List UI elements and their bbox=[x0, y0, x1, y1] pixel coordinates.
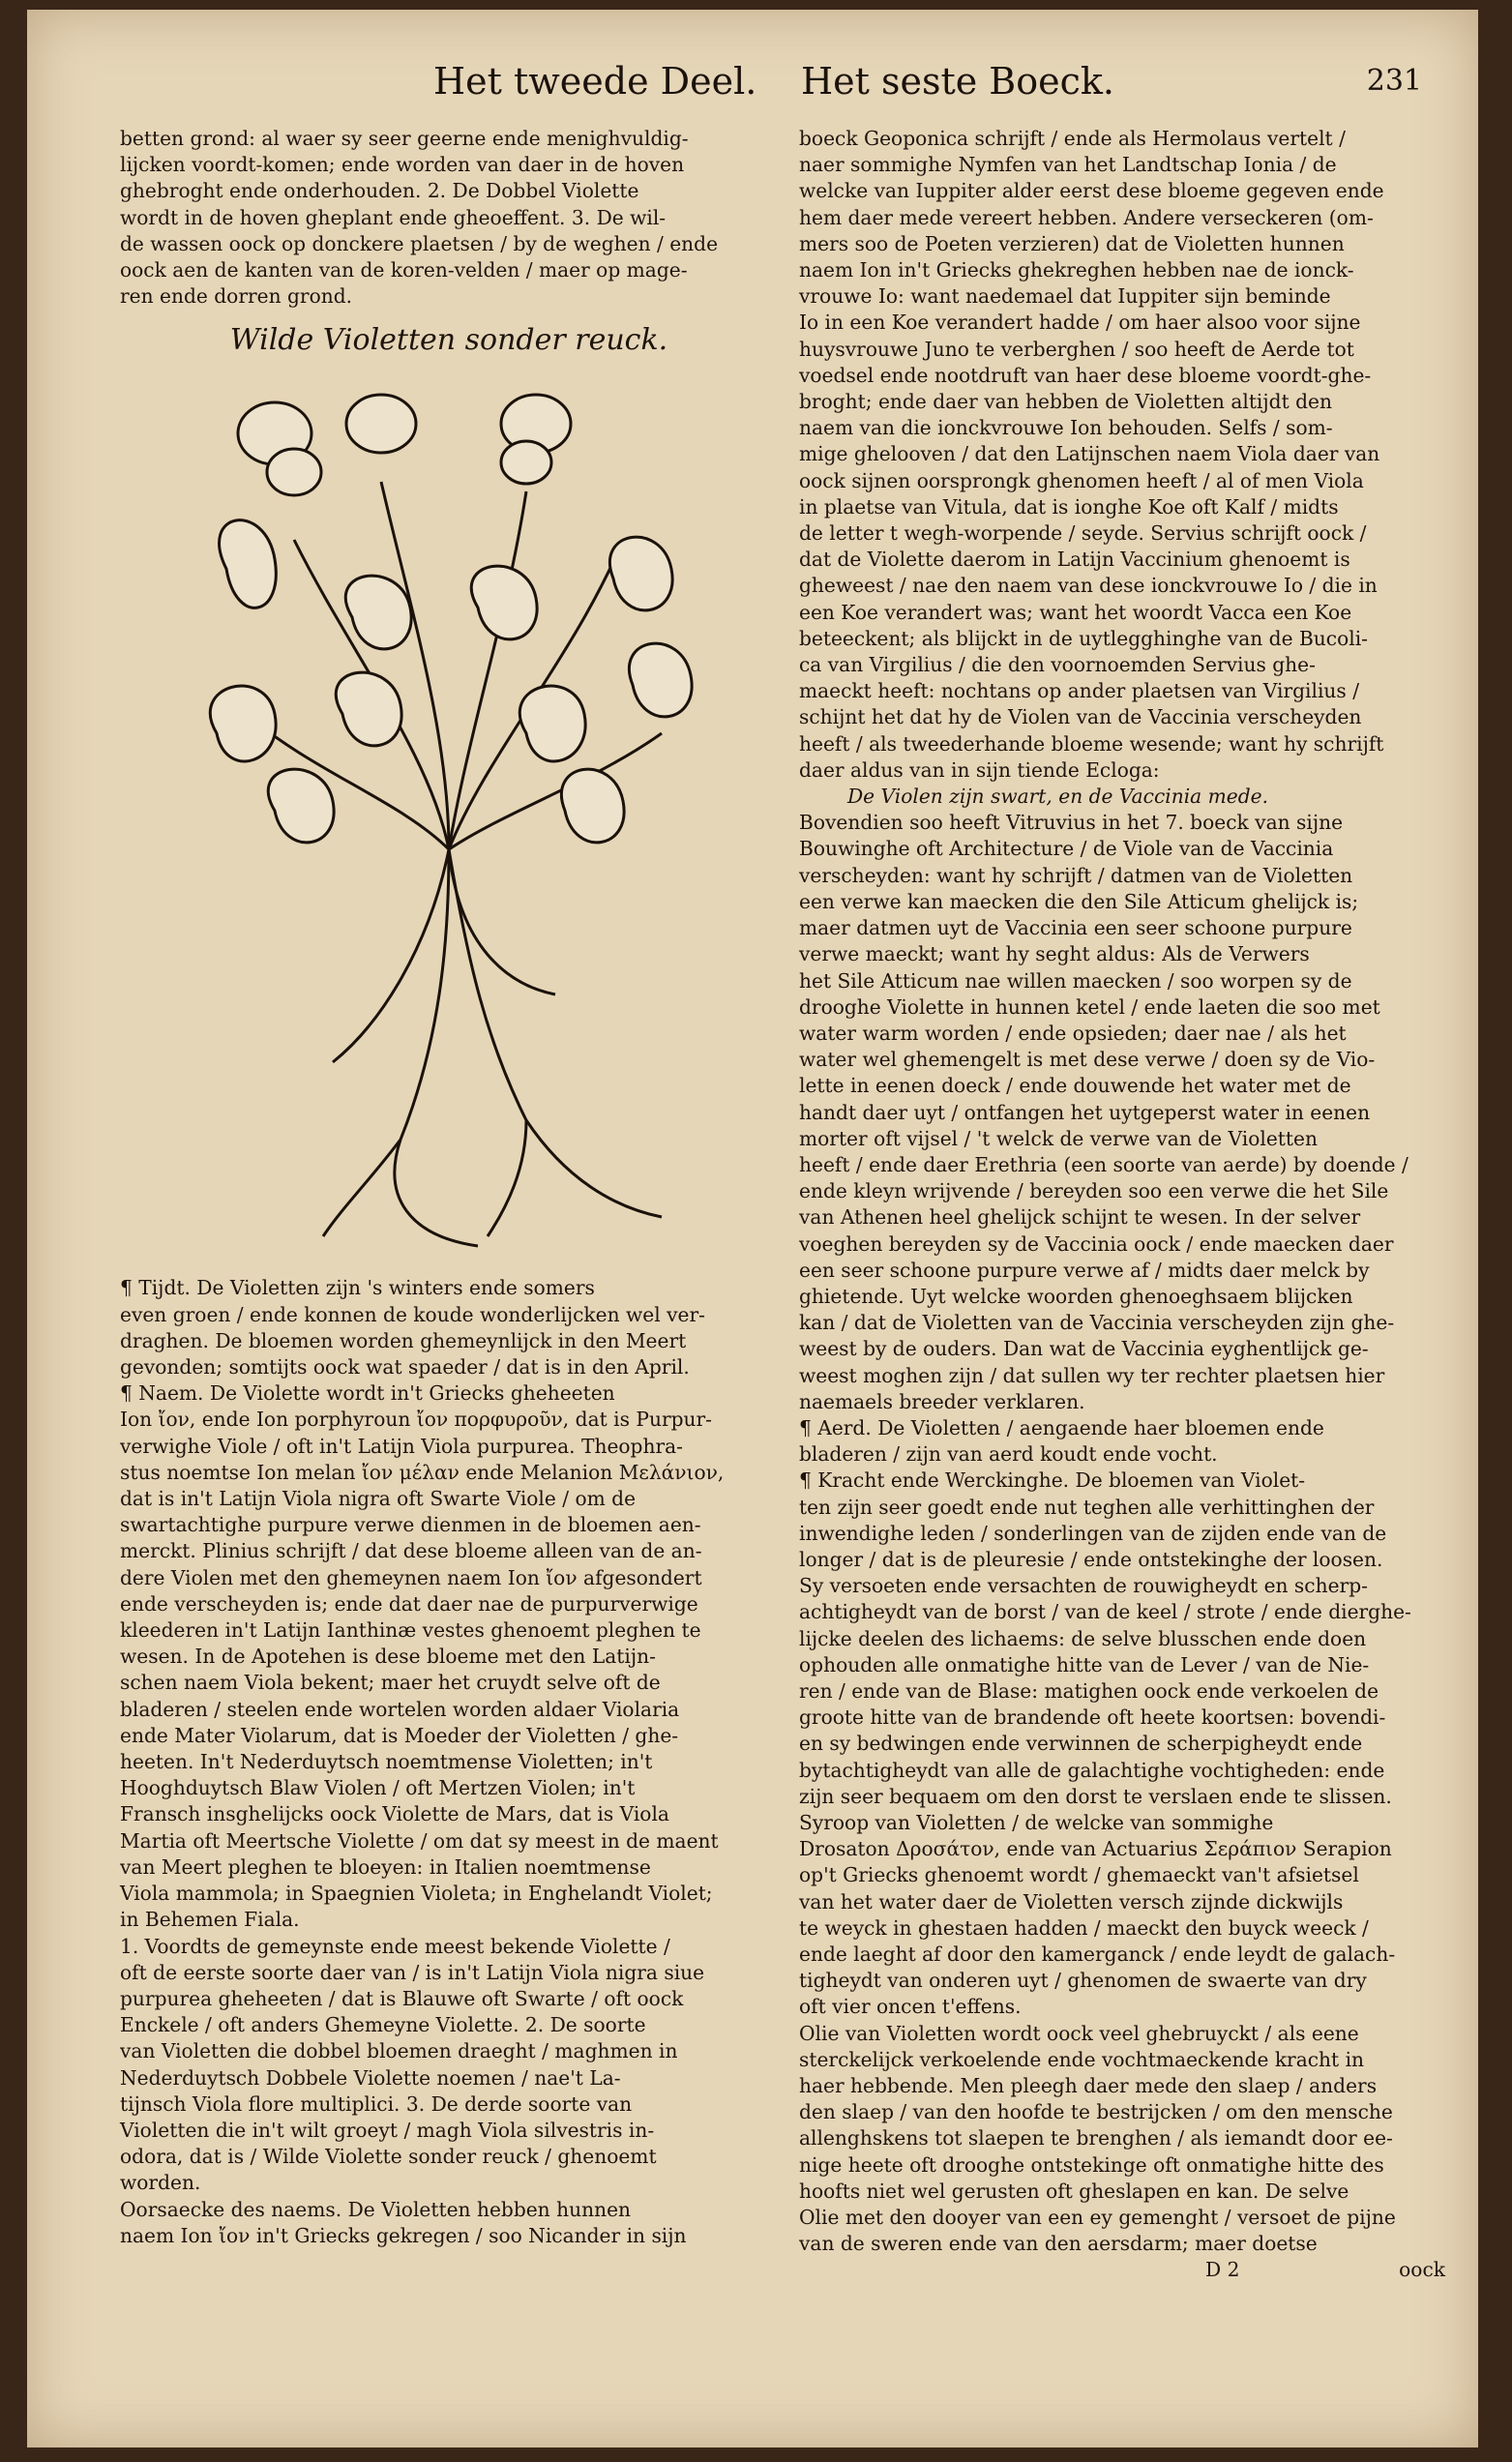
text-line: ende Mater Violarum, dat is Moeder der Violetten / ghe- bbox=[120, 1723, 679, 1747]
text-line: ca van Virgilius / die den voornoemden Servius ghe- bbox=[799, 653, 1316, 677]
text-line: en sy bedwingen ende verwinnen de scherpigheydt ende bbox=[799, 1732, 1363, 1756]
header-left-title: Het tweede Deel. bbox=[433, 60, 757, 103]
text-line: heeten. In't Nederduytsch noemtmense Violetten; in't bbox=[120, 1750, 653, 1774]
text-line: dat is in't Latijn Viola nigra oft Swarte Viole / om de bbox=[120, 1487, 637, 1511]
text-line: dere Violen met den ghemeynen naem Ion ἴον afgesondert bbox=[120, 1565, 702, 1589]
text-line: te weyck in ghestaen hadden / maeckt den buyck weeck / bbox=[799, 1915, 1369, 1940]
text-line: lijcke deelen des lichaems: de selve blusschen ende doen bbox=[799, 1626, 1367, 1650]
text-line: naemaels breeder verklaren. bbox=[799, 1389, 1085, 1413]
catchword: oock bbox=[1399, 2258, 1445, 2282]
text-line: naem Ion ἴον in't Griecks gekregen / soo Nicander in sijn bbox=[120, 2223, 687, 2247]
text-line: op't Griecks ghenoemt wordt / ghemaeckt van't afsietsel bbox=[799, 1863, 1359, 1887]
text-line: water warm worden / ende opsieden; daer nae / als het bbox=[799, 1021, 1347, 1045]
text-line: ¶ Aerd. De Violetten / aengaende haer bloemen ende bbox=[799, 1415, 1324, 1439]
text-line: nige heete oft drooghe ontstekinge oft onmatighe hitte des bbox=[799, 2152, 1384, 2177]
text-line: Sy versoeten ende versachten de rouwigheydt en scherp- bbox=[799, 1574, 1368, 1598]
text-line: stus noemtse Ion melan ἴον μέλαν ende Melanion Μελάνιον, bbox=[120, 1460, 725, 1484]
text-line: kan / dat de Violetten van de Vaccinia verscheyden zijn ghe- bbox=[799, 1311, 1395, 1335]
text-line: Bovendien soo heeft Vitruvius in het 7. boeck van sijne bbox=[799, 811, 1344, 835]
text-line: boeck Geoponica schrijft / ende als Hermolaus vertelt / bbox=[799, 127, 1346, 150]
text-line: verwe maeckt; want hy seght aldus: Als de Verwers bbox=[799, 942, 1310, 966]
text-line: hem daer mede vereert hebben. Andere verseckeren (om- bbox=[799, 205, 1374, 229]
text-line: tigheydt van onderen uyt / ghenomen de swaerte van dry bbox=[799, 1969, 1367, 1993]
text-line: naer sommighe Nymfen van het Landtschap Ionia / de bbox=[799, 153, 1337, 177]
text-line: Olie met den dooyer van een ey gemenght / versoet de pijne bbox=[799, 2206, 1396, 2230]
text-line: ophouden alle onmatighe hitte van de Lever / van de Nie- bbox=[799, 1652, 1370, 1676]
text-line: een seer schoone purpure verwe af / midts daer melck by bbox=[799, 1258, 1370, 1282]
text-line: broght; ende daer van hebben de Violetten altijdt den bbox=[799, 390, 1332, 414]
text-line: vrouwe Io: want naedemael dat Iuppiter sijn beminde bbox=[799, 284, 1331, 309]
left-column bbox=[120, 126, 778, 2249]
text-line: bytachtigheydt van alle de galachtighe vochtigheden: ende bbox=[799, 1758, 1385, 1782]
text-line: schen naem Viola bekent; maer het cruydt selve oft de bbox=[120, 1671, 661, 1695]
text-line: mers soo de Poeten verzieren) dat de Violetten hunnen bbox=[799, 231, 1345, 255]
text-line: van het water daer de Violetten versch zijnde dickwijls bbox=[799, 1889, 1344, 1913]
text-line: de letter t wegh-worpende / seyde. Servius schrijft oock / bbox=[799, 521, 1367, 546]
book-page bbox=[27, 10, 1478, 2447]
text-line: naem Ion in't Griecks ghekreghen hebben nae de ionck- bbox=[799, 258, 1354, 282]
text-line: van Athenen heel ghelijck schijnt te wesen. In der selver bbox=[799, 1205, 1361, 1230]
text-line: welcke van Iuppiter alder eerst dese bloeme gegeven ende bbox=[799, 179, 1384, 203]
text-line: Oorsaecke des naems. De Violetten hebben hunnen bbox=[120, 2197, 632, 2221]
text-line: lette in eenen doeck / ende douwende het water met de bbox=[799, 1074, 1351, 1098]
text-line: bladeren / zijn van aerd koudt ende vocht. bbox=[799, 1442, 1218, 1467]
text-line: verwighe Viole / oft in't Latijn Viola purpurea. Theophra- bbox=[120, 1434, 683, 1458]
text-line: zijn seer bequaem om den dorst te verslaen ende te slissen. bbox=[799, 1784, 1392, 1808]
text-line: verscheyden: want hy schrijft / datmen van de Violetten bbox=[799, 863, 1353, 887]
text-line: ¶ Naem. De Violette wordt in't Griecks gheheeten bbox=[120, 1381, 615, 1406]
text-line: Martia oft Meertsche Violette / om dat sy meest in de maent bbox=[120, 1828, 719, 1853]
text-line: gheweest / nae den naem van dese ionckvrouwe Io / die in bbox=[799, 574, 1378, 598]
violet-plant-woodcut bbox=[159, 366, 739, 1275]
text-line: mige ghelooven / dat den Latijnschen naem Viola daer van bbox=[799, 442, 1380, 466]
footer-signature-row bbox=[799, 2257, 1445, 2283]
text-line: worden. bbox=[120, 2171, 201, 2195]
text-line: draghen. De bloemen worden ghemeynlijck in den Meert bbox=[120, 1328, 687, 1352]
right-column bbox=[799, 126, 1445, 2284]
text-line: handt daer uyt / ontfangen het uytgeperst water in eenen bbox=[799, 1100, 1371, 1124]
text-line: longer / dat is de pleuresie / ende ontstekinghe der loosen. bbox=[799, 1547, 1383, 1571]
text-line: weest moghen zijn / dat sullen wy ter rechter plaetsen hier bbox=[799, 1363, 1385, 1387]
text-line: water wel ghemengelt is met dese verwe / doen sy de Vio- bbox=[799, 1048, 1376, 1072]
text-line: Nederduytsch Dobbele Violette noemen / nae't La- bbox=[120, 2065, 621, 2090]
text-line: Violetten die in't wilt groeyt / magh Viola silvestris in- bbox=[120, 2118, 655, 2142]
text-line: merckt. Plinius schrijft / dat dese bloeme alleen van de an- bbox=[120, 1539, 702, 1563]
right-column-text-2 bbox=[799, 810, 1445, 2257]
text-line: den slaep / van den hoofde te bestrijcken / om den mensche bbox=[799, 2100, 1393, 2124]
text-line: naem van die ionckvrouwe Ion behouden. Selfs / som- bbox=[799, 416, 1333, 440]
text-line: Ion ἴον, ende Ion porphyroun ἴον πορφυροῦν, dat is Purpur- bbox=[120, 1408, 712, 1432]
text-line: kleederen in't Latijn Ianthinæ vestes ghenoemt pleghen te bbox=[120, 1618, 701, 1643]
text-line: voedsel ende nootdruft van haer dese bloeme voordt-ghe- bbox=[799, 363, 1372, 387]
text-line: betten grond: al waer sy seer geerne ende menighvuldig- bbox=[120, 127, 689, 150]
text-line: Hooghduytsch Blaw Violen / oft Mertzen Violen; in't bbox=[120, 1776, 636, 1800]
text-line: in plaetse van Vitula, dat is ionghe Koe oft Kalf / midts bbox=[799, 494, 1339, 519]
right-column-text-1 bbox=[799, 126, 1445, 784]
text-line: maeckt heeft: nochtans op ander plaetsen van Virgilius / bbox=[799, 679, 1360, 703]
text-line: de wassen oock op donckere plaetsen / by de weghen / ende bbox=[120, 231, 719, 255]
text-line: van de sweren ende van den aersdarm; maer doetse bbox=[799, 2232, 1318, 2256]
text-line: in Behemen Fiala. bbox=[120, 1908, 300, 1932]
text-line: ende verscheyden is; ende dat daer nae de purpurverwige bbox=[120, 1591, 698, 1616]
text-line: maer datmen uyt de Vaccinia een seer schoone purpure bbox=[799, 916, 1352, 940]
text-line: ren ende dorren grond. bbox=[120, 284, 353, 309]
text-line: dat de Violette daerom in Latijn Vaccinium ghenoemt is bbox=[799, 548, 1350, 572]
text-line: schijnt het dat hy de Violen van de Vaccinia verscheyden bbox=[799, 705, 1362, 729]
text-line: achtigheydt van de borst / van de keel / strote / ende dierghe- bbox=[799, 1600, 1411, 1624]
running-header bbox=[27, 60, 1478, 118]
text-line: morter oft vijsel / 't welck de verwe van de Violetten bbox=[799, 1126, 1318, 1150]
text-line: inwendighe leden / sonderlingen van de zijden ende van de bbox=[799, 1521, 1387, 1545]
signature-mark: D 2 bbox=[1205, 2258, 1240, 2282]
text-line: ghebroght ende onderhouden. 2. De Dobbel Violette bbox=[120, 179, 639, 203]
text-line: Viola mammola; in Spaegnien Violeta; in Enghelandt Violet; bbox=[120, 1882, 713, 1906]
text-line: ¶ Kracht ende Werckinghe. De bloemen van Violet- bbox=[799, 1468, 1306, 1493]
text-line: huysvrouwe Juno te verberghen / soo heeft de Aerde tot bbox=[799, 337, 1354, 361]
text-line: oft de eerste soorte daer van / is in't Latijn Viola nigra siue bbox=[120, 1960, 705, 1984]
text-line: ende kleyn wrijvende / bereyden soo een verwe die het Sile bbox=[799, 1179, 1389, 1203]
text-line: hoofts niet wel gerusten oft gheslapen en kan. De selve bbox=[799, 2179, 1349, 2203]
plant-title: Wilde Violetten sonder reuck. bbox=[229, 323, 668, 358]
text-line: van Meert pleghen te bloeyen: in Italien noemtmense bbox=[120, 1854, 651, 1879]
text-line: oock sijnen oorsprongk ghenomen heeft / al of men Viola bbox=[799, 468, 1364, 492]
left-column-bottom-text bbox=[120, 1275, 778, 2249]
text-line: tijnsch Viola flore multiplici. 3. De derde soorte van bbox=[120, 2091, 633, 2116]
header-right-title: Het seste Boeck. bbox=[801, 60, 1114, 103]
text-line: purpurea gheheeten / dat is Blauwe oft Swarte / oft oock bbox=[120, 1986, 684, 2010]
text-line: ¶ Tijdt. De Violetten zijn 's winters ende somers bbox=[120, 1276, 595, 1300]
text-line: oock aen de kanten van de koren-velden / maer op mage- bbox=[120, 258, 688, 282]
page-number: 231 bbox=[1366, 64, 1422, 98]
text-line: een Koe verandert was; want het woordt Vacca een Koe bbox=[799, 600, 1352, 624]
text-line: groote hitte van de brandende oft heete koortsen: bovendi- bbox=[799, 1706, 1386, 1730]
text-line: heeft / als tweederhande bloeme wesende; want hy schrijft bbox=[799, 731, 1384, 756]
text-line: het Sile Atticum nae willen maecken / soo worpen sy de bbox=[799, 968, 1352, 993]
text-line: Syroop van Violetten / de welcke van sommighe bbox=[799, 1811, 1274, 1834]
text-line: weest by de ouders. Dan wat de Vaccinia eyghentlijck ge- bbox=[799, 1337, 1369, 1361]
text-line: ende laeght af door den kamerganck / ende leydt de galach- bbox=[799, 1943, 1396, 1967]
left-column-top-text bbox=[120, 126, 778, 310]
text-line: Bouwinghe oft Architecture / de Viole van de Vaccinia bbox=[799, 837, 1334, 861]
text-line: ten zijn seer goedt ende nut teghen alle verhittinghen der bbox=[799, 1495, 1375, 1519]
text-line: swartachtighe purpure verwe dienmen in de bloemen aen- bbox=[120, 1513, 701, 1537]
text-line: lijcken voordt-komen; ende worden van daer in de hoven bbox=[120, 153, 685, 177]
text-line: drooghe Violette in hunnen ketel / ende laeten die soo met bbox=[799, 994, 1380, 1019]
text-line: voeghen bereyden sy de Vaccinia oock / ende maecken daer bbox=[799, 1231, 1394, 1256]
text-line: heeft / ende daer Erethria (een soorte van aerde) by doende / bbox=[799, 1152, 1408, 1176]
text-line: daer aldus van in sijn tiende Ecloga: bbox=[799, 757, 1160, 782]
text-line: wordt in de hoven gheplant ende gheoeffent. 3. De wil- bbox=[120, 205, 667, 229]
text-line: Drosaton Δροσάτον, ende van Actuarius Σεράπιον Serapion bbox=[799, 1837, 1392, 1861]
text-line: haer hebbende. Men pleegh daer mede den slaep / anders bbox=[799, 2074, 1378, 2098]
text-line: odora, dat is / Wilde Violette sonder reuck / ghenoemt bbox=[120, 2145, 657, 2169]
text-line: Fransch insghelijcks oock Violette de Mars, dat is Viola bbox=[120, 1802, 669, 1826]
text-line: 1. Voordts de gemeynste ende meest bekende Violette / bbox=[120, 1934, 670, 1958]
text-line: oft vier oncen t'effens. bbox=[799, 1995, 1022, 2019]
text-line: allenghskens tot slaepen te brenghen / als iemandt door ee- bbox=[799, 2126, 1393, 2151]
text-line: bladeren / steelen ende wortelen worden aldaer Violaria bbox=[120, 1697, 680, 1721]
text-line: wesen. In de Apotehen is dese bloeme met den Latijn- bbox=[120, 1645, 656, 1669]
text-line: ren / ende van de Blase: matighen oock ende verkoelen de bbox=[799, 1678, 1379, 1703]
text-line: ghietende. Uyt welcke woorden ghenoeghsaem blijcken bbox=[799, 1284, 1353, 1308]
text-line: even groen / ende konnen de koude wonderlijcken wel ver- bbox=[120, 1302, 705, 1326]
text-line: van Violetten die dobbel bloemen draeght / maghmen in bbox=[120, 2039, 678, 2063]
text-line: sterckelijck verkoelende ende vochtmaeckende kracht in bbox=[799, 2047, 1365, 2071]
text-line: beteeckent; als blijckt in de uytlegghinghe van de Bucoli- bbox=[799, 626, 1368, 650]
text-line: Io in een Koe verandert hadde / om haer alsoo voor sijne bbox=[799, 311, 1361, 335]
quoted-verse: De Violen zijn swart, en de Vaccinia mede. bbox=[847, 785, 1269, 809]
text-line: Olie van Violetten wordt oock veel ghebruyckt / als eene bbox=[799, 2021, 1359, 2045]
text-line: Enckele / oft anders Ghemeyne Violette. 2. De soorte bbox=[120, 2013, 646, 2037]
text-line: gevonden; somtijts oock wat spaeder / dat is in den April. bbox=[120, 1355, 690, 1379]
text-line: een verwe kan maecken die den Sile Atticum ghelijck is; bbox=[799, 889, 1359, 913]
